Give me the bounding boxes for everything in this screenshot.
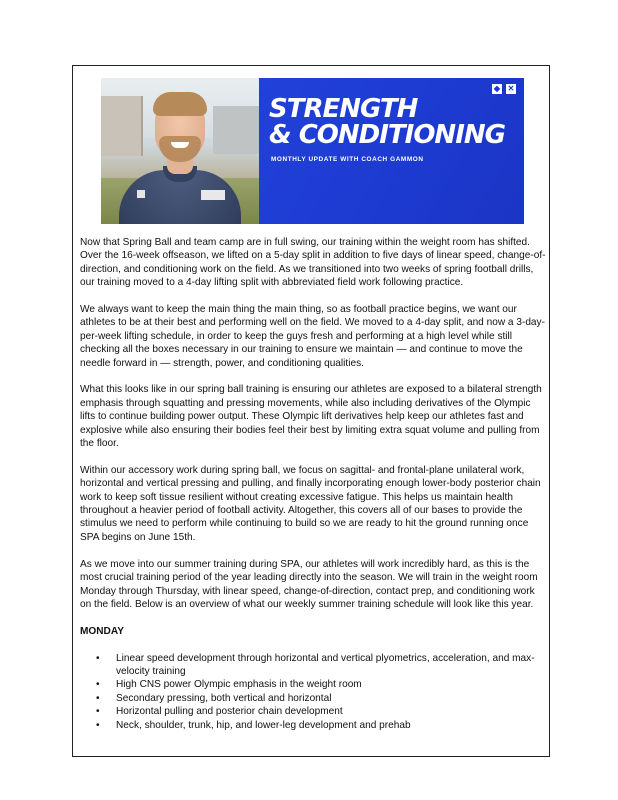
paragraph: What this looks like in our spring ball training is ensuring our athletes are exposed to a bilateral strength emphasis through squatting and pressing movements, while also including derivatives of the Olympic lifts to continue building power output. These Olympic lift derivatives help keep our athletes fast and explosive while also ensuring their bodies feel their best by limiting extra squat volume and pulling from the floor. <box>80 384 542 450</box>
bullet-icon: • <box>96 652 100 664</box>
banner-title-panel <box>259 78 524 224</box>
paragraph: Now that Spring Ball and team camp are in full swing, our training within the weight room has shifted. Over the 16-week offseason, we lifted on a 5-day split in addition to five days of linear speed, change-of-direction, and conditioning work on the field. As we transitioned into two weeks of spring football drills, our training moved to a 4-day lifting split with abbreviated field work following practice. <box>80 237 546 289</box>
article-body <box>80 236 546 732</box>
list-item <box>80 719 546 732</box>
list-item <box>80 678 546 691</box>
paragraph: As we move into our summer training during SPA, our athletes will work incredibly hard, as this is the most crucial training period of the year leading directly into the season. We will train in the weight room Monday through Thursday, with linear speed, change-of-direction, contact prep, and conditioning work on the field. Below is an overview of what our weekly summer training schedule will look like this year. <box>80 558 538 610</box>
list-item <box>80 705 546 718</box>
paragraph: Within our accessory work during spring ball, we focus on sagittal- and frontal-plane unilateral work, horizontal and vertical pressing and pulling, and finally incorporating enough lower-body posterior chain work to keep soft tissue resilient without creating excessive fatigue. This helps us maintain health throughout a heavier period of football activity. Altogether, this covers all of our bases to provide the stimulus we need to perform while continuing to build so we are ready to hit the ground running once SPA begins on June 15th. <box>80 464 541 543</box>
header-banner <box>101 78 524 224</box>
list-item-text: Neck, shoulder, trunk, hip, and lower-leg development and prehab <box>116 719 411 731</box>
coach-photo <box>101 78 259 224</box>
list-item-text: Secondary pressing, both vertical and horizontal <box>116 692 332 704</box>
paragraph: We always want to keep the main thing the main thing, so as football practice begins, we want our athletes to be at their best and performing well on the field. We moved to a 4-day split, and now a 3-day-per-week lifting schedule, in order to keep the guys fresh and performing at a high level while still checking all the boxes necessary in our training to ensure we maintain — and continue to move the needle forward in — strength, power, and conditioning qualities. <box>80 304 545 369</box>
list-item-text: Linear speed development through horizontal and vertical plyometrics, acceleration, and max-velocity training <box>116 652 535 677</box>
section-heading-monday: MONDAY <box>80 625 124 637</box>
brand-logos <box>492 84 516 94</box>
bullet-icon: • <box>96 679 100 691</box>
bullet-icon: • <box>96 706 100 718</box>
monday-bullet-list <box>80 652 546 732</box>
list-item-text: Horizontal pulling and posterior chain development <box>116 706 343 718</box>
banner-title-line2: & CONDITIONING <box>269 120 505 150</box>
banner-subtitle: MONTHLY UPDATE WITH COACH GAMMON <box>271 156 424 163</box>
spartan-logo-icon: ◆ <box>493 84 501 93</box>
list-item <box>80 652 546 679</box>
list-item-text: High CNS power Olympic emphasis in the weight room <box>116 679 362 691</box>
bullet-icon: • <box>96 692 100 704</box>
list-item <box>80 692 546 705</box>
bullet-icon: • <box>96 719 100 731</box>
banner-title-line1: STRENGTH <box>269 94 418 124</box>
brand-logo-icon: ✕ <box>507 84 515 93</box>
